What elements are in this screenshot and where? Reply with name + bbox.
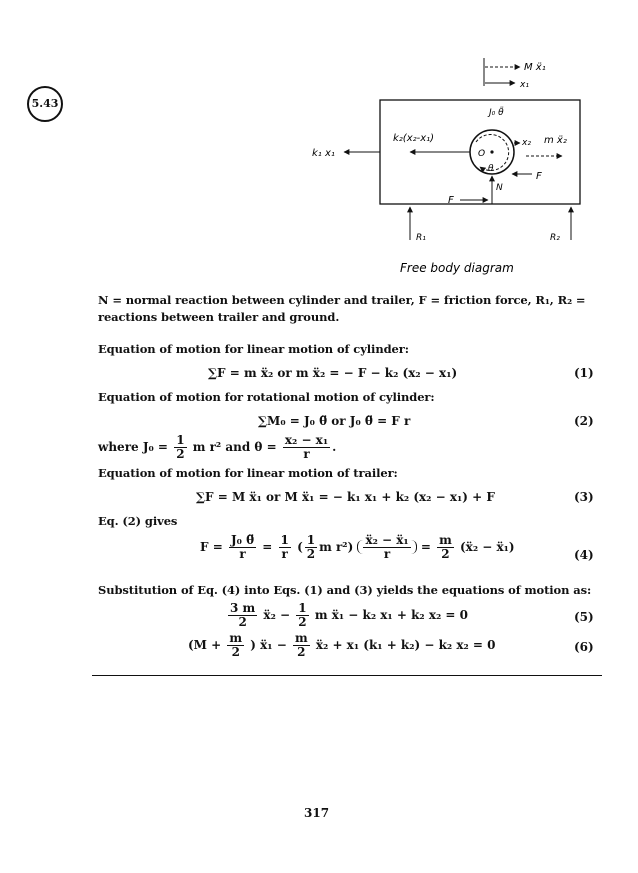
- diagram-caption: Free body diagram: [400, 261, 514, 275]
- label-m-x2-ddot: m ẍ₂: [544, 135, 567, 146]
- free-body-diagram: [300, 50, 590, 290]
- label-F-right: F: [536, 171, 542, 182]
- equation-number-6: (6): [574, 640, 594, 654]
- line-linear-cylinder: Equation of motion for linear motion of cylinder:: [98, 342, 409, 356]
- label-x2: x₂: [522, 138, 531, 148]
- label-k1-x1: k₁ x₁: [312, 148, 335, 159]
- section-divider: [92, 675, 602, 676]
- line-eq2-gives: Eq. (2) gives: [98, 514, 178, 528]
- page-number: 317: [304, 806, 330, 820]
- equation-6: (M + $\frac{m}{2}$ ) ẍ₁ − $\frac{m}{2}$ ẍ₂ + x₁ (k₁ + k₂) − k₂ x₂ = 0: [188, 631, 496, 659]
- equation-5: $\frac{3 m}{2}$ ẍ₂ − $\frac{1}{2}$ m ẍ₁ − k₂ x₁ + k₂ x₂ = 0: [230, 601, 468, 629]
- problem-number-badge: [27, 86, 63, 122]
- label-J0-theta: J₀ θ̈: [489, 108, 504, 118]
- label-origin: O: [478, 149, 486, 159]
- label-R1: R₁: [416, 233, 426, 243]
- equation-number-4: (4): [574, 548, 594, 562]
- equation-number-1: (1): [574, 366, 594, 380]
- equation-number-2: (2): [574, 414, 594, 428]
- equation-1: ∑F = m ẍ₂ or m ẍ₂ = − F − k₂ (x₂ − x₁): [208, 366, 458, 380]
- problem-number: 5.43: [31, 97, 59, 110]
- where-definitions: where J₀ = $\frac{1}{2}$ m r² and θ = $\frac{\text{x₂ − x₁}}{r}$ .: [98, 433, 337, 461]
- intro-text: N = normal reaction between cylinder and trailer, F = friction force, R₁, R₂ = reactions between trailer and ground.: [98, 293, 586, 324]
- label-x1-top: x₁: [520, 80, 529, 90]
- label-k2-term: k₂(x₂-x₁): [393, 133, 435, 144]
- equation-2: ∑M₀ = J₀ θ̈ or J₀ θ̈ = F r: [258, 414, 411, 428]
- line-rotational-cylinder: Equation of motion for rotational motion of cylinder:: [98, 390, 435, 404]
- label-R2: R₂: [550, 233, 560, 243]
- equation-4: F = $\frac{\text{J₀ θ̈}}{r}$ = $\frac{1}{r}$ ( $\frac{1}{2}$ m r²) $\frac{\text{ẍ₂ − ẍ₁}}{r}$ = $\frac{m}{2}$ (ẍ₂ − ẍ₁): [200, 533, 515, 561]
- line-linear-trailer: Equation of motion for linear motion of trailer:: [98, 466, 398, 480]
- equation-number-3: (3): [574, 490, 594, 504]
- line-substitution: Substitution of Eq. (4) into Eqs. (1) and (3) yields the equations of motion as:: [98, 583, 592, 597]
- label-M-x1-ddot: M ẍ₁: [524, 62, 546, 73]
- equation-3: ∑F = M ẍ₁ or M ẍ₁ = − k₁ x₁ + k₂ (x₂ − x₁) + F: [196, 490, 495, 504]
- label-theta: θ: [488, 164, 494, 174]
- label-N: N: [496, 183, 503, 193]
- label-F-bottom: F: [448, 195, 454, 206]
- equation-number-5: (5): [574, 610, 594, 624]
